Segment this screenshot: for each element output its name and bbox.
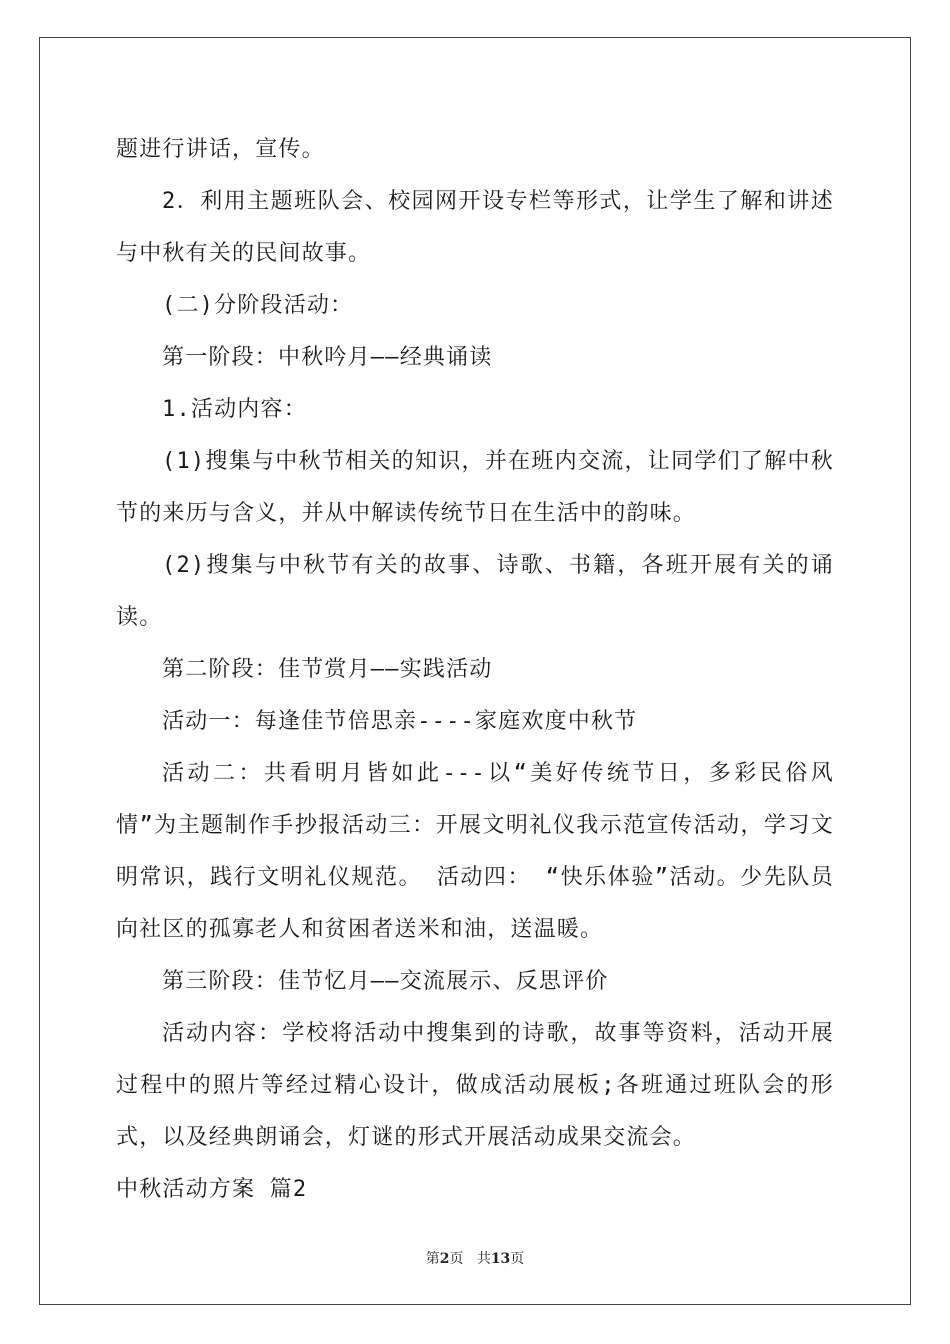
stage-heading: 第一阶段：中秋吟月——经典诵读 bbox=[162, 345, 493, 370]
section-heading: (二)分阶段活动： bbox=[162, 293, 354, 318]
paragraph: 2．利用主题班队会、校园网开设专栏等形式，让学生了解和讲述与中秋有关的民间故事。 bbox=[116, 189, 834, 266]
paragraph: 活动一：每逢佳节倍思亲----家庭欢度中秋节 bbox=[162, 709, 638, 734]
subheading: 1.活动内容： bbox=[162, 397, 307, 422]
stage-heading: 第二阶段：佳节赏月——实践活动 bbox=[162, 657, 493, 682]
paragraph: 题进行讲话，宣传。 bbox=[116, 137, 325, 162]
total-prefix: 共 bbox=[476, 1251, 491, 1267]
stage-heading: 第三阶段：佳节忆月——交流展示、反思评价 bbox=[162, 969, 609, 994]
paragraph: 活动内容：学校将活动中搜集到的诗歌，故事等资料，活动开展过程中的照片等经过精心设计，做成活动展板;各班通过班队会的形式，以及经典朗诵会，灯谜的形式开展活动成果交流会。 bbox=[116, 1021, 834, 1150]
paragraph: (1)搜集与中秋节相关的知识，并在班内交流，让同学们了解中秋节的来历与含义，并从中解读传统节日在生活中的韵味。 bbox=[116, 449, 834, 526]
document-body bbox=[116, 124, 834, 1216]
page-number: 2 bbox=[439, 1251, 450, 1267]
paragraph: (2)搜集与中秋节有关的故事、诗歌、书籍，各班开展有关的诵读。 bbox=[116, 553, 834, 630]
page-prefix: 第 bbox=[425, 1251, 440, 1267]
page-footer bbox=[0, 1248, 950, 1268]
total-pages: 13 bbox=[490, 1251, 511, 1267]
paragraph: 活动二：共看明月皆如此---以“美好传统节日，多彩民俗风情”为主题制作手抄报活动三：开展文明礼仪我示范宣传活动，学习文明常识，践行文明礼仪规范。 活动四： “快乐体验”活动。少先队员向社区的孤寡老人和贫困者送米和油，送温暖。 bbox=[116, 761, 834, 942]
total-suffix: 页 bbox=[510, 1251, 525, 1267]
page-suffix: 页 bbox=[449, 1251, 464, 1267]
article-title: 中秋活动方案 篇2 bbox=[116, 1177, 308, 1202]
